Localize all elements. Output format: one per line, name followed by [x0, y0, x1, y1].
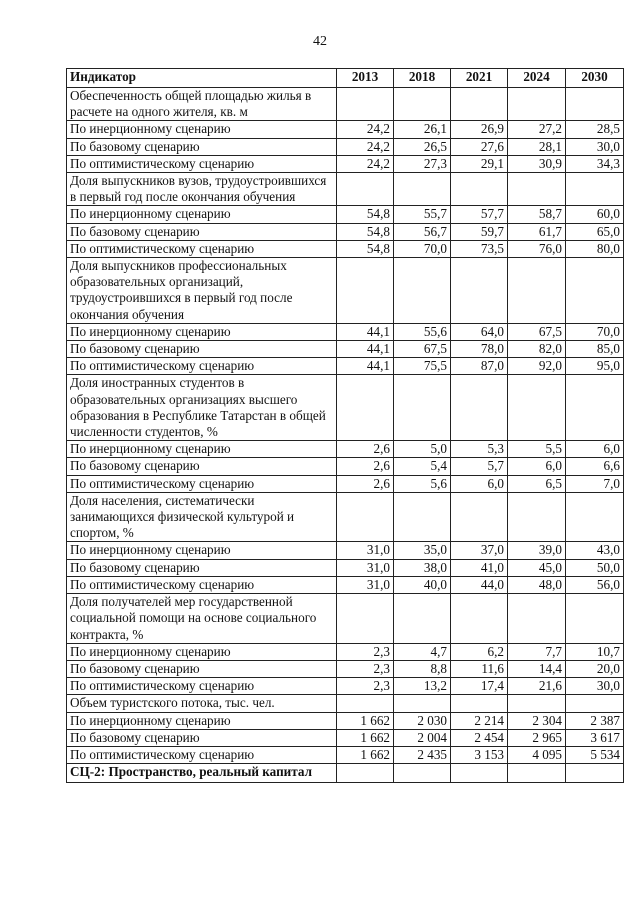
- value-cell: 45,0: [508, 559, 566, 576]
- value-cell: 56,0: [566, 576, 624, 593]
- scenario-label: По оптимистическому сценарию: [67, 475, 337, 492]
- value-cell: 5,0: [394, 441, 451, 458]
- scenario-label: По оптимистическому сценарию: [67, 746, 337, 763]
- indicator-title: Доля выпускников вузов, трудоустроившихся в первый год после окончания обучения: [67, 173, 337, 206]
- empty-cell: [566, 375, 624, 441]
- empty-cell: [337, 258, 394, 324]
- value-cell: 27,3: [394, 155, 451, 172]
- value-cell: 80,0: [566, 240, 624, 257]
- value-cell: 2 435: [394, 746, 451, 763]
- value-cell: 26,1: [394, 121, 451, 138]
- value-cell: 54,8: [337, 206, 394, 223]
- value-cell: 41,0: [451, 559, 508, 576]
- value-cell: 2 004: [394, 729, 451, 746]
- scenario-label: По оптимистическому сценарию: [67, 576, 337, 593]
- value-cell: 59,7: [451, 223, 508, 240]
- value-cell: 11,6: [451, 660, 508, 677]
- value-cell: 31,0: [337, 576, 394, 593]
- value-cell: 13,2: [394, 678, 451, 695]
- value-cell: 1 662: [337, 729, 394, 746]
- scenario-row: [67, 712, 624, 729]
- empty-cell: [451, 173, 508, 206]
- value-cell: 2,3: [337, 643, 394, 660]
- value-cell: 54,8: [337, 240, 394, 257]
- empty-cell: [508, 258, 566, 324]
- empty-cell: [566, 594, 624, 644]
- value-cell: 78,0: [451, 341, 508, 358]
- empty-cell: [566, 258, 624, 324]
- empty-cell: [508, 764, 566, 783]
- scenario-label: По инерционному сценарию: [67, 323, 337, 340]
- empty-cell: [337, 375, 394, 441]
- indicator-title: Объем туристского потока, тыс. чел.: [67, 695, 337, 712]
- header-year: 2030: [566, 69, 624, 88]
- empty-cell: [566, 764, 624, 783]
- scenario-row: [67, 576, 624, 593]
- empty-cell: [451, 258, 508, 324]
- scenario-label: По базовому сценарию: [67, 559, 337, 576]
- empty-cell: [394, 375, 451, 441]
- value-cell: 61,7: [508, 223, 566, 240]
- empty-cell: [394, 258, 451, 324]
- value-cell: 34,3: [566, 155, 624, 172]
- section-footer-row: [67, 764, 624, 783]
- scenario-label: По оптимистическому сценарию: [67, 240, 337, 257]
- header-year: 2018: [394, 69, 451, 88]
- indicator-title-row: [67, 173, 624, 206]
- value-cell: 30,0: [566, 138, 624, 155]
- value-cell: 65,0: [566, 223, 624, 240]
- value-cell: 44,0: [451, 576, 508, 593]
- value-cell: 44,1: [337, 323, 394, 340]
- empty-cell: [451, 492, 508, 542]
- value-cell: 55,7: [394, 206, 451, 223]
- page-number: 42: [313, 34, 327, 49]
- value-cell: 2 454: [451, 729, 508, 746]
- scenario-label: По инерционному сценарию: [67, 643, 337, 660]
- value-cell: 2 304: [508, 712, 566, 729]
- value-cell: 54,8: [337, 223, 394, 240]
- empty-cell: [451, 375, 508, 441]
- indicator-title: Доля населения, систематически занимающихся физической культурой и спортом, %: [67, 492, 337, 542]
- indicator-title-row: [67, 258, 624, 324]
- empty-cell: [451, 695, 508, 712]
- empty-cell: [337, 492, 394, 542]
- value-cell: 5,5: [508, 441, 566, 458]
- value-cell: 38,0: [394, 559, 451, 576]
- scenario-row: [67, 458, 624, 475]
- empty-cell: [337, 173, 394, 206]
- scenario-row: [67, 559, 624, 576]
- value-cell: 44,1: [337, 358, 394, 375]
- value-cell: 4,7: [394, 643, 451, 660]
- value-cell: 2 387: [566, 712, 624, 729]
- empty-cell: [394, 695, 451, 712]
- indicator-title: Доля иностранных студентов в образовательных организациях высшего образования в Республике Татарстан в общей численности студентов, %: [67, 375, 337, 441]
- scenario-label: По базовому сценарию: [67, 138, 337, 155]
- value-cell: 87,0: [451, 358, 508, 375]
- empty-cell: [451, 764, 508, 783]
- value-cell: 60,0: [566, 206, 624, 223]
- scenario-row: [67, 341, 624, 358]
- indicator-title: Доля выпускников профессиональных образовательных организаций, трудоустроившихся в первый год после окончания обучения: [67, 258, 337, 324]
- empty-cell: [566, 173, 624, 206]
- scenario-label: По инерционному сценарию: [67, 121, 337, 138]
- header-year: 2021: [451, 69, 508, 88]
- value-cell: 17,4: [451, 678, 508, 695]
- value-cell: 27,2: [508, 121, 566, 138]
- value-cell: 2,6: [337, 475, 394, 492]
- value-cell: 2,3: [337, 678, 394, 695]
- empty-cell: [337, 594, 394, 644]
- value-cell: 3 617: [566, 729, 624, 746]
- scenario-label: По оптимистическому сценарию: [67, 155, 337, 172]
- value-cell: 50,0: [566, 559, 624, 576]
- value-cell: 6,0: [566, 441, 624, 458]
- value-cell: 14,4: [508, 660, 566, 677]
- value-cell: 31,0: [337, 559, 394, 576]
- value-cell: 67,5: [394, 341, 451, 358]
- header-year: 2013: [337, 69, 394, 88]
- empty-cell: [394, 173, 451, 206]
- value-cell: 6,6: [566, 458, 624, 475]
- scenario-label: По инерционному сценарию: [67, 441, 337, 458]
- scenario-row: [67, 729, 624, 746]
- scenario-label: По инерционному сценарию: [67, 542, 337, 559]
- value-cell: 64,0: [451, 323, 508, 340]
- value-cell: 4 095: [508, 746, 566, 763]
- empty-cell: [394, 88, 451, 121]
- indicator-title-row: [67, 594, 624, 644]
- indicator-title-row: [67, 375, 624, 441]
- value-cell: 5,4: [394, 458, 451, 475]
- header-year: 2024: [508, 69, 566, 88]
- value-cell: 2 965: [508, 729, 566, 746]
- value-cell: 5,6: [394, 475, 451, 492]
- scenario-row: [67, 121, 624, 138]
- value-cell: 7,7: [508, 643, 566, 660]
- section-footer-label: СЦ-2: Пространство, реальный капитал: [67, 764, 337, 783]
- value-cell: 24,2: [337, 138, 394, 155]
- indicator-title: Обеспеченность общей площадью жилья в расчете на одного жителя, кв. м: [67, 88, 337, 121]
- value-cell: 2,6: [337, 458, 394, 475]
- value-cell: 92,0: [508, 358, 566, 375]
- value-cell: 40,0: [394, 576, 451, 593]
- scenario-row: [67, 643, 624, 660]
- value-cell: 43,0: [566, 542, 624, 559]
- value-cell: 2 030: [394, 712, 451, 729]
- value-cell: 6,0: [508, 458, 566, 475]
- value-cell: 75,5: [394, 358, 451, 375]
- value-cell: 7,0: [566, 475, 624, 492]
- scenario-row: [67, 746, 624, 763]
- value-cell: 30,0: [566, 678, 624, 695]
- value-cell: 95,0: [566, 358, 624, 375]
- value-cell: 3 153: [451, 746, 508, 763]
- value-cell: 26,5: [394, 138, 451, 155]
- empty-cell: [337, 764, 394, 783]
- value-cell: 5,7: [451, 458, 508, 475]
- value-cell: 6,5: [508, 475, 566, 492]
- value-cell: 48,0: [508, 576, 566, 593]
- indicators-table: [66, 68, 624, 783]
- value-cell: 5 534: [566, 746, 624, 763]
- value-cell: 37,0: [451, 542, 508, 559]
- table-body: [67, 88, 624, 783]
- scenario-row: [67, 155, 624, 172]
- value-cell: 1 662: [337, 746, 394, 763]
- scenario-label: По базовому сценарию: [67, 729, 337, 746]
- value-cell: 58,7: [508, 206, 566, 223]
- value-cell: 67,5: [508, 323, 566, 340]
- scenario-label: По инерционному сценарию: [67, 712, 337, 729]
- value-cell: 21,6: [508, 678, 566, 695]
- value-cell: 24,2: [337, 155, 394, 172]
- empty-cell: [337, 695, 394, 712]
- empty-cell: [451, 594, 508, 644]
- value-cell: 85,0: [566, 341, 624, 358]
- indicator-title: Доля получателей мер государственной социальной помощи на основе социального контракта, %: [67, 594, 337, 644]
- value-cell: 2,6: [337, 441, 394, 458]
- indicator-title-row: [67, 492, 624, 542]
- scenario-label: По базовому сценарию: [67, 458, 337, 475]
- empty-cell: [394, 764, 451, 783]
- value-cell: 2 214: [451, 712, 508, 729]
- scenario-row: [67, 441, 624, 458]
- value-cell: 26,9: [451, 121, 508, 138]
- empty-cell: [451, 88, 508, 121]
- value-cell: 39,0: [508, 542, 566, 559]
- scenario-row: [67, 206, 624, 223]
- scenario-row: [67, 223, 624, 240]
- value-cell: 30,9: [508, 155, 566, 172]
- value-cell: 27,6: [451, 138, 508, 155]
- empty-cell: [508, 375, 566, 441]
- value-cell: 28,5: [566, 121, 624, 138]
- scenario-label: По оптимистическому сценарию: [67, 358, 337, 375]
- scenario-row: [67, 542, 624, 559]
- empty-cell: [394, 492, 451, 542]
- scenario-label: По оптимистическому сценарию: [67, 678, 337, 695]
- empty-cell: [508, 594, 566, 644]
- value-cell: 8,8: [394, 660, 451, 677]
- empty-cell: [566, 695, 624, 712]
- value-cell: 44,1: [337, 341, 394, 358]
- empty-cell: [337, 88, 394, 121]
- value-cell: 6,2: [451, 643, 508, 660]
- scenario-row: [67, 678, 624, 695]
- header-indicator: Индикатор: [67, 69, 337, 88]
- value-cell: 56,7: [394, 223, 451, 240]
- value-cell: 20,0: [566, 660, 624, 677]
- value-cell: 10,7: [566, 643, 624, 660]
- scenario-label: По инерционному сценарию: [67, 206, 337, 223]
- value-cell: 82,0: [508, 341, 566, 358]
- scenario-row: [67, 660, 624, 677]
- value-cell: 31,0: [337, 542, 394, 559]
- value-cell: 70,0: [394, 240, 451, 257]
- value-cell: 24,2: [337, 121, 394, 138]
- value-cell: 55,6: [394, 323, 451, 340]
- indicator-title-row: [67, 88, 624, 121]
- empty-cell: [508, 695, 566, 712]
- value-cell: 28,1: [508, 138, 566, 155]
- empty-cell: [394, 594, 451, 644]
- scenario-row: [67, 240, 624, 257]
- scenario-row: [67, 323, 624, 340]
- value-cell: 70,0: [566, 323, 624, 340]
- scenario-label: По базовому сценарию: [67, 660, 337, 677]
- scenario-label: По базовому сценарию: [67, 223, 337, 240]
- scenario-row: [67, 358, 624, 375]
- indicator-title-row: [67, 695, 624, 712]
- scenario-row: [67, 138, 624, 155]
- value-cell: 1 662: [337, 712, 394, 729]
- value-cell: 73,5: [451, 240, 508, 257]
- scenario-label: По базовому сценарию: [67, 341, 337, 358]
- value-cell: 6,0: [451, 475, 508, 492]
- empty-cell: [508, 88, 566, 121]
- value-cell: 76,0: [508, 240, 566, 257]
- empty-cell: [566, 88, 624, 121]
- scenario-row: [67, 475, 624, 492]
- value-cell: 35,0: [394, 542, 451, 559]
- empty-cell: [566, 492, 624, 542]
- empty-cell: [508, 173, 566, 206]
- value-cell: 57,7: [451, 206, 508, 223]
- value-cell: 29,1: [451, 155, 508, 172]
- table-header-row: [67, 69, 624, 88]
- value-cell: 2,3: [337, 660, 394, 677]
- empty-cell: [508, 492, 566, 542]
- value-cell: 5,3: [451, 441, 508, 458]
